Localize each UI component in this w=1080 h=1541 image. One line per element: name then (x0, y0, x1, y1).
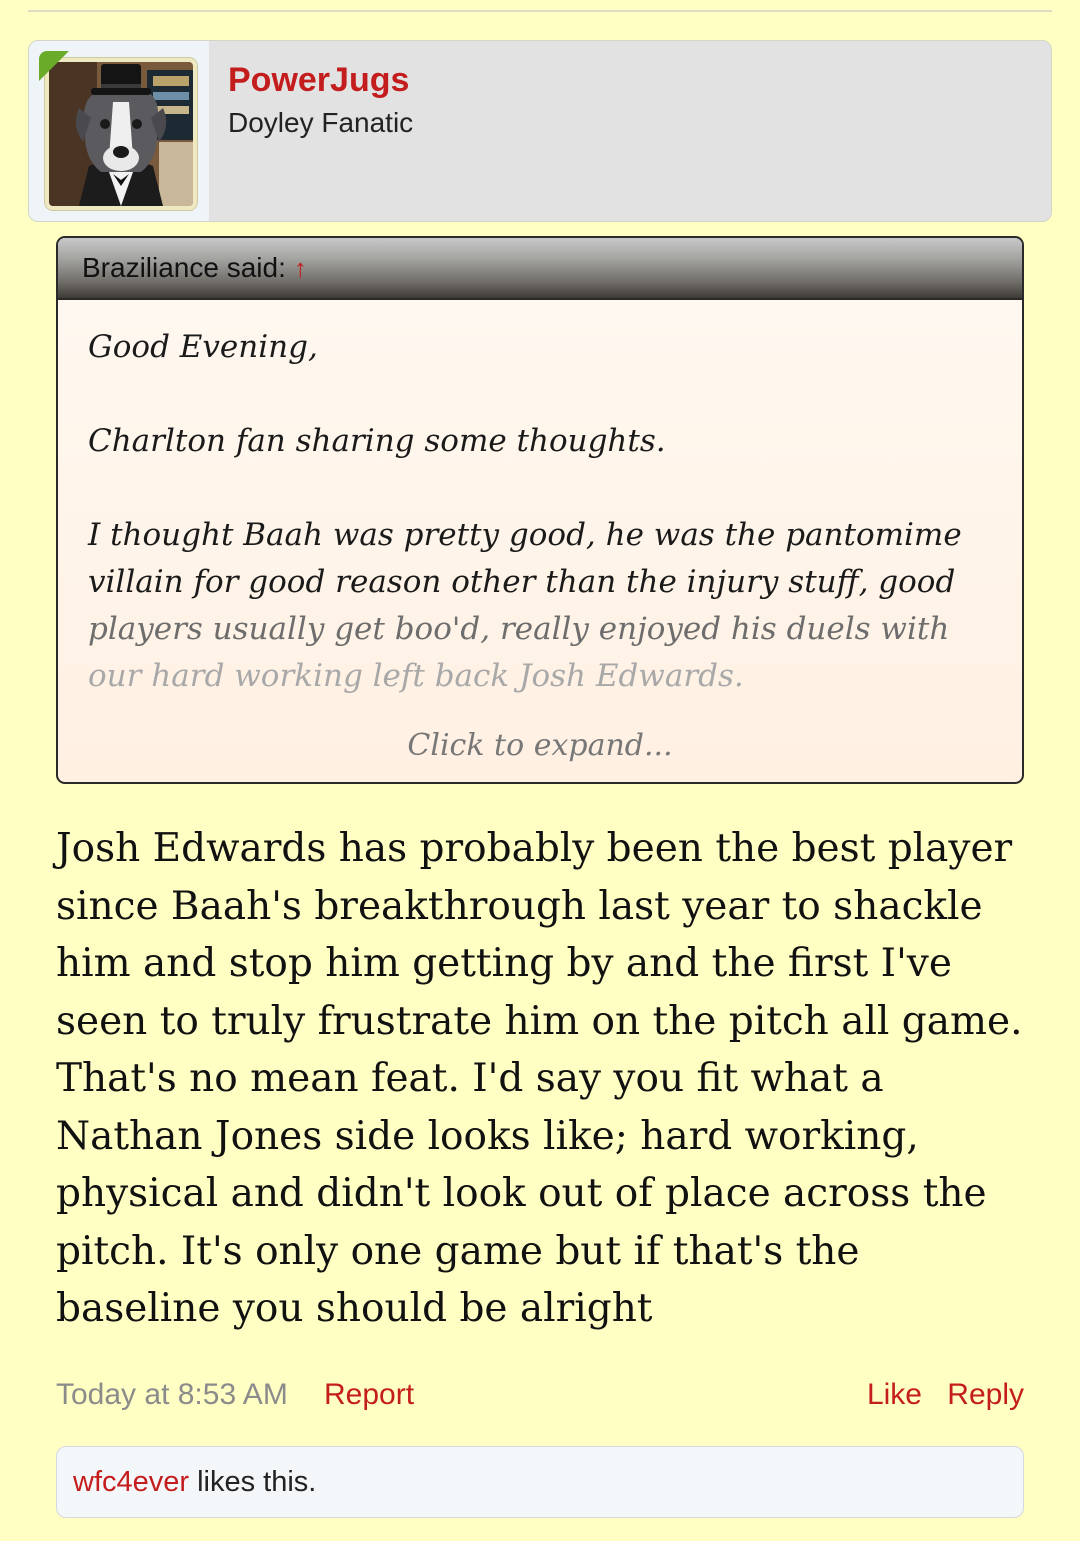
author-title: Doyley Fanatic (228, 107, 414, 138)
quote-line: Charlton fan sharing some thoughts. (88, 423, 666, 459)
liker-username[interactable]: wfc4ever (73, 1465, 190, 1498)
report-link[interactable]: Report (324, 1378, 415, 1411)
online-indicator-icon (39, 51, 69, 81)
avatar-dog-in-top-hat-icon (49, 62, 193, 206)
quote-line: players usually get boo'd, really enjoyed his duels with (88, 611, 950, 647)
likes-suffix: likes this. (189, 1465, 317, 1498)
author-block (28, 40, 1052, 222)
quote-block (56, 236, 1024, 784)
likes-summary (56, 1446, 1024, 1518)
author-username[interactable]: PowerJugs (228, 61, 410, 99)
post-timestamp[interactable]: Today at 8:53 AM (56, 1378, 288, 1411)
expand-quote-link[interactable]: Click to expand... (407, 728, 673, 763)
top-divider (28, 10, 1052, 12)
quote-attribution: Braziliance said: (82, 252, 286, 283)
post-footer (56, 1378, 1024, 1418)
quote-line: villain for good reason other than the injury stuff, good (88, 564, 956, 600)
post-message: Josh Edwards has probably been the best player since Baah's breakthrough last year to shackle him and stop him getting by and the first I've seen to truly frustrate him on the pitch all game. That's no mean feat. I'd say you fit what a Nathan Jones side looks like; hard working, physical and didn't look out of place across the pitch. It's only one game but if that's the baseline you should be alright (56, 826, 1023, 1331)
quote-line: our hard working left back Josh Edwards. (88, 658, 744, 694)
quote-line: Good Evening, (88, 329, 318, 365)
like-button[interactable]: Like (866, 1378, 922, 1411)
quote-body (88, 324, 988, 700)
go-to-quoted-post-icon[interactable]: ↑ (293, 252, 307, 283)
avatar-frame (29, 41, 209, 221)
quote-line: I thought Baah was pretty good, he was the pantomime (88, 517, 962, 553)
reply-button[interactable]: Reply (947, 1378, 1024, 1411)
quote-header (58, 238, 1022, 300)
